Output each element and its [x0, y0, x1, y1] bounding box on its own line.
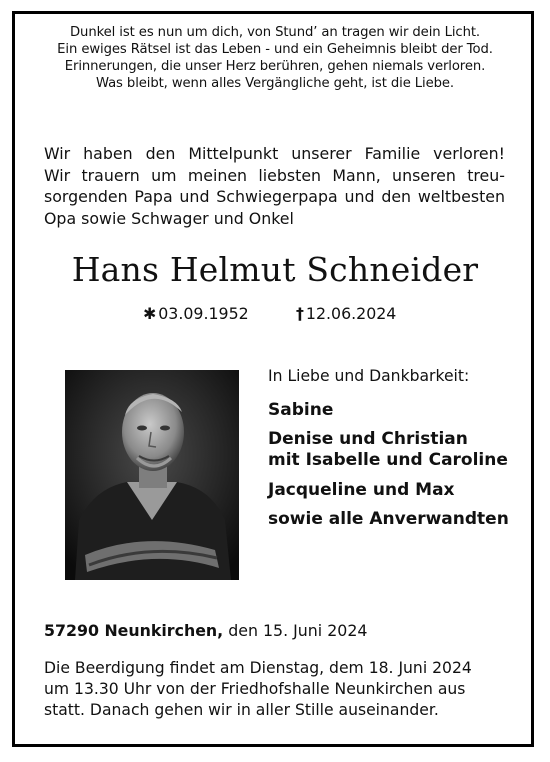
intro-line: sorgenden Papa und Schwiegerpapa und den weltbesten: [44, 187, 505, 206]
funeral-line: Die Beerdigung findet am Dienstag, dem 18. Juni 2024: [44, 659, 472, 677]
mourner-name: Jacqueline und Max: [268, 479, 455, 500]
funeral-info: [44, 658, 505, 721]
mourner-name: mit Isabelle und Caroline: [268, 450, 508, 471]
deceased-name: Hans Helmut Schneider: [71, 250, 479, 289]
intro-line: Wir trauern um meinen liebsten Mann, unseren treu-: [44, 165, 505, 185]
funeral-line: um 13.30 Uhr von der Friedhofshalle Neunkirchen aus: [44, 680, 466, 698]
mourner-name: sowie alle Anverwandten: [268, 508, 509, 529]
intro-line: Opa sowie Schwager und Onkel: [44, 208, 294, 228]
mourner-name: Sabine: [268, 400, 334, 420]
place-and-date: [44, 621, 367, 640]
star-icon: ✱: [143, 304, 157, 323]
memorial-verse: [0, 24, 550, 92]
verse-line: Erinnerungen, die unser Herz berühren, gehen niemals verloren.: [64, 59, 486, 74]
portrait-image: [65, 370, 239, 580]
mourner-name: Denise und Christian: [268, 429, 468, 450]
portrait-photo: [65, 370, 239, 580]
intro-text: [44, 143, 505, 229]
death-date-value: 12.06.2024: [305, 304, 397, 323]
birth-date-value: 03.09.1952: [158, 304, 249, 323]
funeral-line: statt. Danach gehen wir in aller Stille auseinander.: [44, 701, 439, 719]
mourners-list: [268, 400, 509, 530]
mourners-heading: In Liebe und Dankbarkeit:: [268, 367, 470, 385]
place-name: 57290 Neunkirchen,: [44, 621, 224, 640]
verse-line: Ein ewiges Rätsel ist das Leben - und ein Geheimnis bleibt der Tod.: [57, 42, 493, 57]
verse-line: Was bleibt, wenn alles Vergängliche geht, ist die Liebe.: [95, 76, 455, 91]
intro-line: Wir haben den Mittelpunkt unserer Familie verloren!: [44, 144, 505, 163]
death-date: [296, 304, 396, 323]
cross-icon: †: [296, 304, 304, 323]
verse-line: Dunkel ist es nun um dich, von Stund’ an tragen wir dein Licht.: [70, 25, 480, 40]
notice-date: den 15. Juni 2024: [228, 621, 368, 640]
birth-date: [143, 304, 249, 323]
